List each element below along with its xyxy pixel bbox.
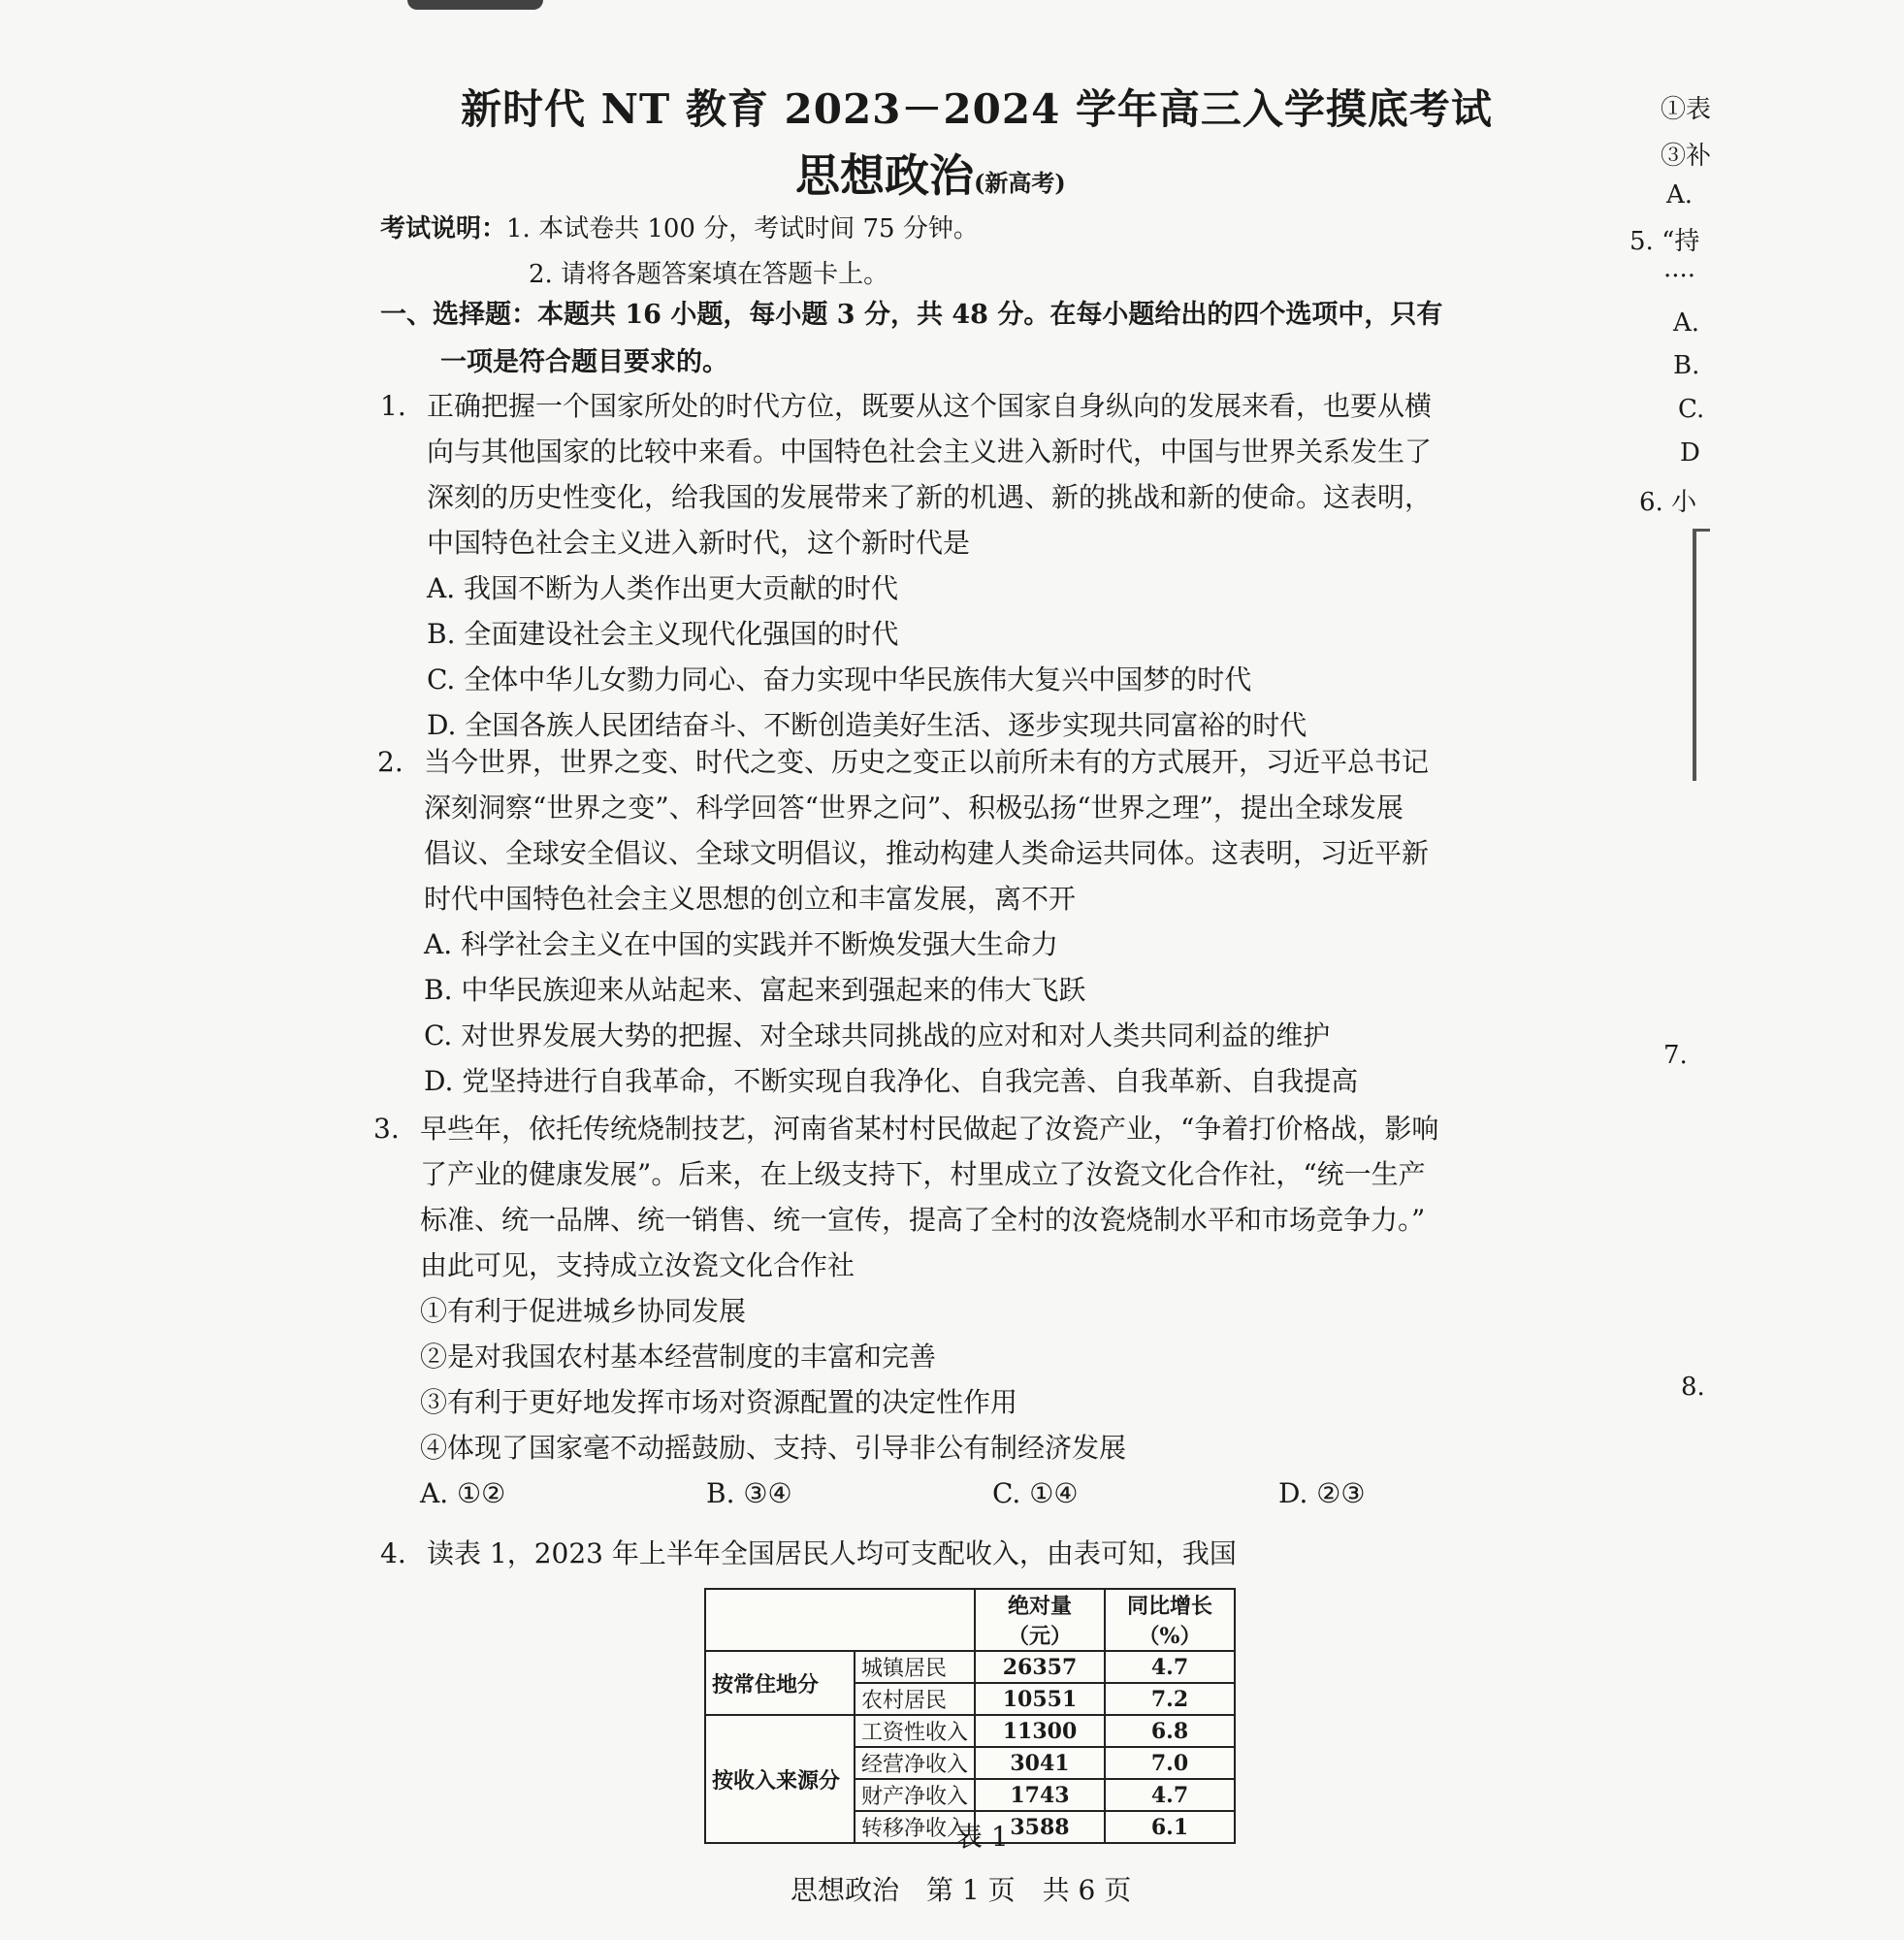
table-row: [705, 1715, 1235, 1747]
table-header-row: [705, 1589, 1235, 1651]
option-a: A. 科学社会主义在中国的实践并不断焕发强大生命力: [424, 928, 1059, 960]
fragment: D: [1680, 438, 1700, 468]
question-number: 4.: [380, 1537, 406, 1569]
stem-line: 深刻的历史性变化，给我国的发展带来了新的机遇、新的挑战和新的使命。这表明，: [427, 481, 1433, 513]
section-line-1: 一、选择题：本题共 16 小题，每小题 3 分，共 48 分。在每小题给出的四个选项中，只有: [380, 300, 1443, 330]
table-cell-growth: 7.0: [1105, 1747, 1235, 1779]
option-b: B. 全面建设社会主义现代化强国的时代: [427, 618, 899, 650]
choice-c: C. ①④: [992, 1477, 1079, 1509]
fragment: ····: [1663, 262, 1696, 291]
table-row-label: 转移净收入: [855, 1811, 975, 1843]
table-header: 绝对量（元）: [975, 1589, 1105, 1651]
stem-line: 正确把握一个国家所处的时代方位，既要从这个国家自身纵向的发展来看，也要从横: [427, 390, 1433, 422]
exam-title: 新时代 NT 教育 2023－2024 学年高三入学摸底考试: [461, 85, 1493, 133]
choice-d: D. ②③: [1278, 1477, 1366, 1509]
instruction-item: 1. 本试卷共 100 分，考试时间 75 分钟。: [506, 214, 979, 243]
fragment: ③补: [1661, 142, 1712, 171]
instruction-item: 2. 请将各题答案填在答题卡上。: [529, 260, 889, 289]
table-row-label: 农村居民: [855, 1683, 975, 1715]
stem-line: 时代中国特色社会主义思想的创立和丰富发展，离不开: [424, 883, 1077, 915]
table-header-corner: [705, 1589, 975, 1651]
figure-border-fragment: [1693, 529, 1696, 781]
stem-line: 当今世界，世界之变、时代之变、历史之变正以前所未有的方式展开，习近平总书记: [424, 746, 1430, 778]
choice-a: A. ①②: [420, 1477, 506, 1509]
fragment: 6. 小: [1639, 488, 1697, 517]
table-row-label: 经营净收入: [855, 1747, 975, 1779]
table-group-label: 按收入来源分: [705, 1715, 855, 1843]
statement-1: ①有利于促进城乡协同发展: [420, 1295, 747, 1327]
fragment: A.: [1673, 308, 1700, 338]
table-cell-value: 3041: [975, 1747, 1105, 1779]
subject-name: 思想政治: [795, 149, 974, 202]
stem-line: 深刻洞察“世界之变”、科学回答“世界之问”、积极弘扬“世界之理”，提出全球发展: [424, 792, 1404, 824]
option-b: B. 中华民族迎来从站起来、富起来到强起来的伟大飞跃: [424, 974, 1086, 1006]
table-row-label: 城镇居民: [855, 1651, 975, 1683]
fragment: B.: [1673, 351, 1700, 380]
table-cell-growth: 4.7: [1105, 1651, 1235, 1683]
statement-3: ③有利于更好地发挥市场对资源配置的决定性作用: [420, 1386, 1018, 1418]
table-cell-value: 26357: [975, 1651, 1105, 1683]
table-row-label: 工资性收入: [855, 1715, 975, 1747]
section-heading: [380, 291, 1525, 386]
stem-line: 倡议、全球安全倡议、全球文明倡议，推动构建人类命运共同体。这表明，习近平新: [424, 837, 1430, 869]
table-cell-value: 1743: [975, 1779, 1105, 1811]
fragment: 7.: [1663, 1041, 1688, 1070]
choice-row: [420, 1471, 1438, 1516]
figure-border-fragment: [1693, 529, 1710, 532]
question-stem: [420, 1106, 1438, 1288]
choice-b: B. ③④: [706, 1477, 792, 1509]
question-3: [373, 1106, 1439, 1516]
question-number: 3.: [373, 1113, 400, 1145]
table-cell-value: 3588: [975, 1811, 1105, 1843]
option-a: A. 我国不断为人类作出更大贡献的时代: [427, 572, 899, 604]
table-caption: 表 1: [955, 1821, 1009, 1853]
stem-line: 标准、统一品牌、统一销售、统一宣传，提高了全村的汝瓷烧制水平和市场竞争力。”: [420, 1204, 1426, 1236]
question-4: [380, 1531, 1237, 1576]
table-group-label: 按常住地分: [705, 1651, 855, 1715]
fragment: C.: [1678, 395, 1705, 424]
income-table: [704, 1588, 1236, 1844]
question-number: 2.: [377, 746, 403, 778]
scan-smudge: [407, 0, 543, 10]
instructions-label: 考试说明：: [380, 214, 507, 243]
stem-line: 由此可见，支持成立汝瓷文化合作社: [420, 1249, 855, 1281]
instructions-line-1: [380, 209, 979, 244]
option-c: C. 全体中华儿女勠力同心、奋力实现中华民族伟大复兴中国梦的时代: [427, 663, 1252, 695]
table-cell-value: 10551: [975, 1683, 1105, 1715]
subject-title: [795, 141, 1066, 205]
table-row-label: 财产净收入: [855, 1779, 975, 1811]
question-stem: [427, 383, 1432, 566]
instructions-line-2: [529, 254, 888, 290]
stem-line: 早些年，依托传统烧制技艺，河南省某村村民做起了汝瓷产业，“争着打价格战，影响: [420, 1113, 1439, 1145]
fragment: 5. “持: [1630, 227, 1700, 256]
table-cell-growth: 6.1: [1105, 1811, 1235, 1843]
page-footer: 思想政治 第 1 页 共 6 页: [791, 1874, 1132, 1906]
fragment: A.: [1666, 180, 1694, 210]
subject-note: (新高考): [974, 169, 1066, 197]
question-stem: [427, 1531, 1237, 1576]
stem-line: 中国特色社会主义进入新时代，这个新时代是: [427, 527, 971, 559]
section-line-2: 一项是符合题目要求的。: [440, 347, 728, 377]
question-2: [377, 739, 1430, 1104]
table-cell-growth: 7.2: [1105, 1683, 1235, 1715]
statement-2: ②是对我国农村基本经营制度的丰富和完善: [420, 1341, 937, 1373]
table-cell-growth: 4.7: [1105, 1779, 1235, 1811]
table-header: 同比增长（%）: [1105, 1589, 1235, 1651]
stem-line: 读表 1，2023 年上半年全国居民人均可支配收入，由表可知，我国: [427, 1537, 1237, 1569]
question-number: 1.: [380, 390, 406, 422]
question-1: [380, 383, 1433, 748]
fragment: 8.: [1681, 1373, 1705, 1402]
option-c: C. 对世界发展大势的把握、对全球共同挑战的应对和对人类共同利益的维护: [424, 1019, 1331, 1051]
statement-4: ④体现了国家毫不动摇鼓励、支持、引导非公有制经济发展: [420, 1432, 1127, 1464]
fragment: ①表: [1661, 95, 1712, 124]
question-stem: [424, 739, 1429, 922]
table-row: [705, 1651, 1235, 1683]
option-d: D. 党坚持进行自我革命，不断实现自我净化、自我完善、自我革新、自我提高: [424, 1065, 1359, 1097]
table-cell-growth: 6.8: [1105, 1715, 1235, 1747]
stem-line: 了产业的健康发展”。后来，在上级支持下，村里成立了汝瓷文化合作社，“统一生产: [420, 1158, 1426, 1190]
option-d: D. 全国各族人民团结奋斗、不断创造美好生活、逐步实现共同富裕的时代: [427, 709, 1307, 741]
table-cell-value: 11300: [975, 1715, 1105, 1747]
stem-line: 向与其他国家的比较中来看。中国特色社会主义进入新时代，中国与世界关系发生了: [427, 436, 1433, 468]
